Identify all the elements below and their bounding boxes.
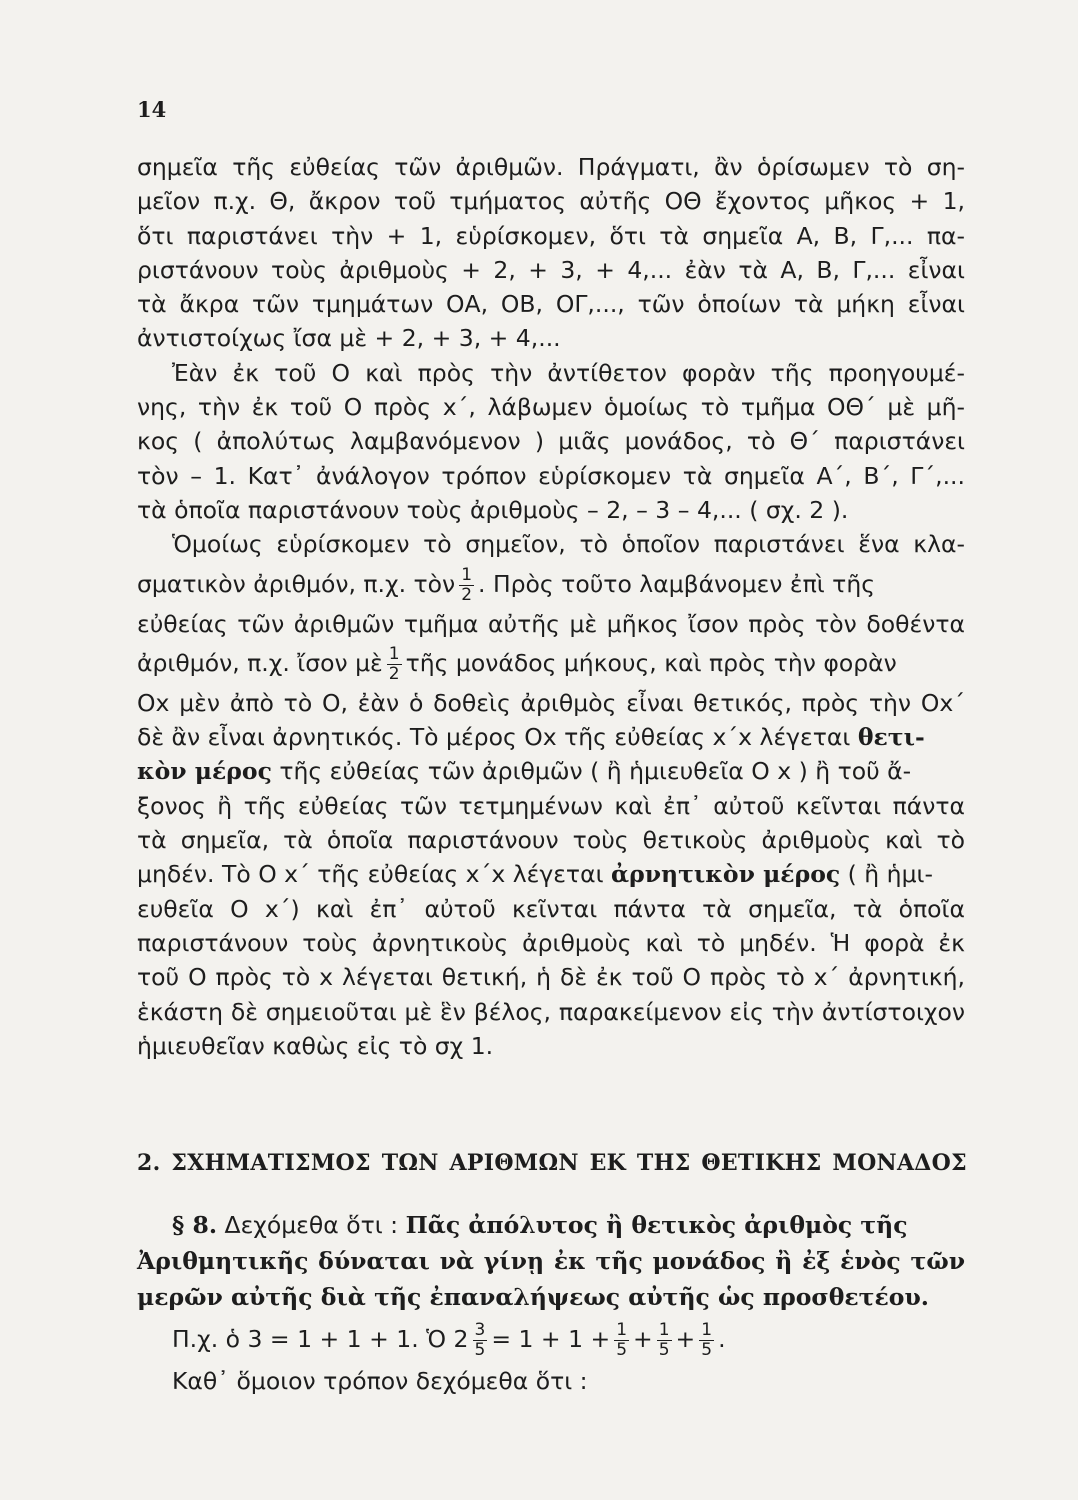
bold-statement: Πᾶς ἀπόλυτος ἢ θετικὸς ἀριθμὸς τῆς bbox=[405, 1211, 908, 1239]
plus-sign: + bbox=[675, 1325, 696, 1353]
text-line: τὰ ὁποῖα παριστάνουν τοὺς ἀριθμοὺς – 2, – 3 – 4,... ( σχ. 2 ). bbox=[137, 495, 849, 524]
fraction-numerator: 1 bbox=[388, 643, 400, 664]
fraction-one-half bbox=[387, 645, 402, 684]
bold-term: θετι- bbox=[857, 723, 925, 752]
text-fragment: = 1 + 1 + bbox=[491, 1325, 611, 1353]
text-fragment: ἀριθμόν, π.χ. ἴσον μὲ bbox=[137, 648, 383, 677]
fraction-denominator: 5 bbox=[658, 1340, 670, 1360]
text-line: τοῦ Ο πρὸς τὸ x λέγεται θετική, ἡ δὲ ἐκ τοῦ Ο πρὸς τὸ x΄ ἀρνητική, bbox=[137, 963, 965, 992]
fraction-one-fifth bbox=[657, 1321, 672, 1360]
text-fragment: Δεχόμεθα ὅτι : bbox=[224, 1211, 399, 1239]
body-text bbox=[137, 150, 965, 1063]
fraction-denominator: 5 bbox=[701, 1340, 713, 1360]
bold-statement: Ἀριθμητικῆς δύναται νὰ γίνῃ ἐκ τῆς μονάδος ἢ ἐξ ἑνὸς τῶν bbox=[137, 1247, 965, 1275]
text-line: κος ( ἀπολύτως λαμβανόμενον ) μιᾶς μονάδος, τὸ Θ΄ παριστάνει bbox=[137, 427, 965, 456]
fraction-one-half bbox=[459, 566, 474, 605]
text-line: νης, τὴν ἐκ τοῦ Ο πρὸς x΄, λάβωμεν ὁμοίως τὸ τμῆμα ΟΘ΄ μὲ μῆ- bbox=[137, 393, 965, 422]
bold-term: ἀρνητικὸν μέρος bbox=[611, 860, 841, 889]
text-line: Ἐὰν ἐκ τοῦ Ο καὶ πρὸς τὴν ἀντίθετον φορὰν τῆς προηγουμέ- bbox=[172, 358, 965, 387]
text-line: σημεῖα τῆς εὐθείας τῶν ἀριθμῶν. Πράγματι, ἂν ὁρίσωμεν τὸ ση- bbox=[137, 153, 965, 181]
text-line: ἀντιστοίχως ἴσα μὲ + 2, + 3, + 4,... bbox=[137, 324, 561, 353]
text-line bbox=[137, 1207, 965, 1243]
plus-sign: + bbox=[633, 1325, 653, 1353]
fraction-three-fifths bbox=[473, 1321, 488, 1360]
section-heading: 2. ΣΧΗΜΑΤΙΣΜΟΣ ΤΩΝ ΑΡΙΘΜΩΝ ΕΚ ΤΗΣ ΘΕΤΙΚΗΣ ΜΟΝΑΔΟΣ bbox=[137, 1150, 967, 1176]
text-line: μεῖον π.χ. Θ, ἄκρον τοῦ τμήματος αὐτῆς ΟΘ ἔχοντος μῆκος + 1, bbox=[137, 187, 965, 216]
text-line bbox=[137, 1279, 965, 1315]
fraction-denominator: 5 bbox=[616, 1340, 628, 1360]
text-line: Καθ᾽ ὅμοιον τρόπον δεχόμεθα ὅτι : bbox=[172, 1367, 588, 1395]
text-line: παριστάνουν τοὺς ἀρνητικοὺς ἀριθμοὺς καὶ τὸ μηδέν. Ἡ φορὰ ἐκ bbox=[137, 928, 965, 957]
text-fragment: . Πρὸς τοῦτο λαμβάνομεν ἐπὶ τῆς bbox=[478, 569, 876, 598]
text-line: ὅτι παριστάνει τὴν + 1, εὑρίσκομεν, ὅτι τὰ σημεῖα Α, Β, Γ,... πα- bbox=[137, 221, 965, 250]
text-fragment: ( ἢ ἡμι- bbox=[847, 860, 933, 889]
page-number: 14 bbox=[137, 97, 167, 122]
text-line bbox=[137, 1243, 965, 1279]
fraction-denominator: 2 bbox=[388, 663, 400, 684]
text-line: ξονος ἢ τῆς εὐθείας τῶν τετμημένων καὶ ἐπ᾽ αὐτοῦ κεῖνται πάντα bbox=[137, 791, 965, 820]
text-line: ευθεῖα Ο x΄) καὶ ἐπ᾽ αὐτοῦ κεῖνται πάντα τὰ σημεῖα, τὰ ὁποῖα bbox=[137, 894, 965, 923]
text-line: ἡμιευθεῖαν καθὼς εἰς τὸ σχ 1. bbox=[137, 1031, 494, 1060]
text-line: τὸν – 1. Κατ᾽ ἀνάλογον τρόπον εὑρίσκομεν τὰ σημεῖα Α΄, Β΄, Γ΄,... bbox=[137, 461, 965, 490]
text-line bbox=[137, 857, 965, 891]
text-line bbox=[137, 720, 965, 754]
text-fragment: τῆς μονάδος μήκους, καὶ πρὸς τὴν φορὰν bbox=[405, 648, 897, 677]
text-fragment: Π.χ. ὁ 3 = 1 + 1 + 1. Ὁ 2 bbox=[172, 1325, 469, 1353]
fraction-numerator: 1 bbox=[616, 1320, 628, 1340]
text-line-with-fraction bbox=[137, 641, 965, 686]
text-line: Ὁμοίως εὑρίσκομεν τὸ σημεῖον, τὸ ὁποῖον παριστάνει ἕνα κλα- bbox=[172, 530, 965, 559]
section-number: § 8. bbox=[172, 1211, 218, 1239]
fraction-denominator: 2 bbox=[461, 584, 473, 605]
text-fragment: δὲ ἂν εἶναι ἀρνητικός. Τὸ μέρος Οx τῆς εὐθείας x΄x λέγεται bbox=[137, 723, 851, 752]
text-line: εὐθείας τῶν ἀριθμῶν τμῆμα αὐτῆς μὲ μῆκος ἴσον πρὸς τὸν δοθέντα bbox=[137, 609, 965, 638]
text-fragment: τῆς εὐθείας τῶν ἀριθμῶν ( ἢ ἡμιευθεῖα Ο x ) ἢ τοῦ ἄ- bbox=[279, 757, 912, 786]
text-line: τὰ σημεῖα, τὰ ὁποῖα παριστάνουν τοὺς θετικοὺς ἀριθμοὺς καὶ τὸ bbox=[137, 826, 965, 855]
text-line: Οx μὲν ἀπὸ τὸ Ο, ἐὰν ὁ δοθεὶς ἀριθμὸς εἶναι θετικός, πρὸς τὴν Οx΄ bbox=[137, 688, 965, 717]
fraction-one-fifth bbox=[614, 1321, 629, 1360]
text-line: τὰ ἄκρα τῶν τμημάτων ΟΑ, ΟΒ, ΟΓ,..., τῶν ὁποίων τὰ μήκη εἶναι bbox=[137, 290, 965, 319]
example-equation bbox=[137, 1315, 965, 1363]
period: . bbox=[718, 1325, 726, 1353]
bold-statement: μερῶν αὐτῆς διὰ τῆς ἐπαναλήψεως αὐτῆς ὡς προσθετέου. bbox=[137, 1283, 929, 1311]
section-body bbox=[137, 1207, 965, 1399]
fraction-numerator: 1 bbox=[701, 1320, 713, 1340]
fraction-numerator: 3 bbox=[474, 1320, 486, 1340]
bold-term: κὸν μέρος bbox=[137, 757, 272, 786]
text-line: ριστάνουν τοὺς ἀριθμοὺς + 2, + 3, + 4,... ἐὰν τὰ Α, Β, Γ,... εἶναι bbox=[137, 255, 965, 284]
fraction-denominator: 5 bbox=[474, 1340, 486, 1360]
fraction-numerator: 1 bbox=[461, 564, 473, 585]
fraction-numerator: 1 bbox=[658, 1320, 670, 1340]
fraction-one-fifth bbox=[699, 1321, 714, 1360]
text-line: ἑκάστη δὲ σημειοῦται μὲ ἓν βέλος, παρακείμενον εἰς τὴν ἀντίστοιχον bbox=[137, 997, 965, 1026]
text-line-with-fraction bbox=[137, 562, 965, 607]
text-fragment: μηδέν. Τὸ Ο x΄ τῆς εὐθείας x΄x λέγεται bbox=[137, 860, 604, 889]
text-line bbox=[137, 754, 965, 788]
text-fragment: σματικὸν ἀριθμόν, π.χ. τὸν bbox=[137, 569, 456, 598]
